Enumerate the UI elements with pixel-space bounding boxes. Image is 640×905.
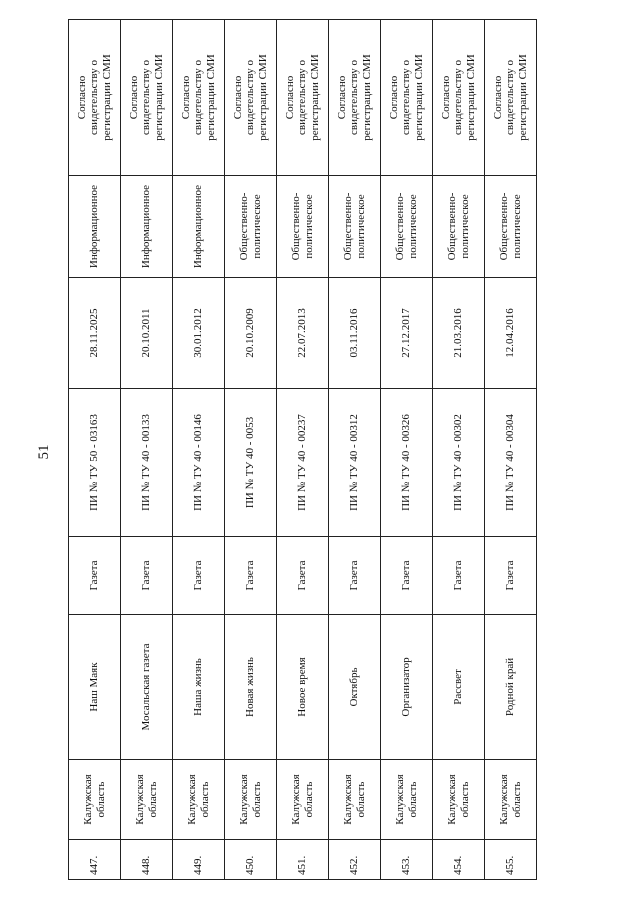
media-name-cell: Наш Маяк <box>69 615 121 760</box>
table-row <box>485 20 537 880</box>
registration-number-cell: ПИ № ТУ 40 - 00302 <box>433 389 485 537</box>
table-row <box>121 20 173 880</box>
registration-number-cell: ПИ № ТУ 40 - 00146 <box>173 389 225 537</box>
media-type-cell: Газета <box>485 537 537 615</box>
registration-date-cell: 03.11.2016 <box>329 278 381 389</box>
region-cell: Калужская область <box>433 760 485 840</box>
registration-date-cell: 21.03.2016 <box>433 278 485 389</box>
region-cell: Калужская область <box>173 760 225 840</box>
registration-number-cell: ПИ № ТУ 40 - 00304 <box>485 389 537 537</box>
registration-number-cell: ПИ № ТУ 40 - 00133 <box>121 389 173 537</box>
note-cell: Согласно свидетельству о регистрации СМИ <box>121 20 173 176</box>
row-number: 455. <box>485 840 537 880</box>
registration-date-cell: 12.04.2016 <box>485 278 537 389</box>
registration-number-cell: ПИ № ТУ 40 - 00312 <box>329 389 381 537</box>
table-row <box>277 20 329 880</box>
media-type-cell: Газета <box>225 537 277 615</box>
table-row <box>225 20 277 880</box>
media-type-cell: Газета <box>381 537 433 615</box>
registration-number-cell: ПИ № ТУ 40 - 00237 <box>277 389 329 537</box>
table-row <box>69 20 121 880</box>
media-name-cell: Родной край <box>485 615 537 760</box>
media-name-cell: Наша жизнь <box>173 615 225 760</box>
row-number: 449. <box>173 840 225 880</box>
topic-cell: Общественно- политическое <box>485 176 537 278</box>
region-cell: Калужская область <box>329 760 381 840</box>
page-number: 51 <box>35 444 52 460</box>
registration-date-cell: 20.10.2011 <box>121 278 173 389</box>
region-cell: Калужская область <box>485 760 537 840</box>
media-type-cell: Газета <box>69 537 121 615</box>
region-cell: Калужская область <box>225 760 277 840</box>
media-type-cell: Газета <box>329 537 381 615</box>
registration-date-cell: 22.07.2013 <box>277 278 329 389</box>
media-name-cell: Рассвет <box>433 615 485 760</box>
note-cell: Согласно свидетельству о регистрации СМИ <box>225 20 277 176</box>
row-number: 450. <box>225 840 277 880</box>
row-number: 453. <box>381 840 433 880</box>
row-number: 451. <box>277 840 329 880</box>
registry-table-container <box>68 20 536 880</box>
media-name-cell: Новая жизнь <box>225 615 277 760</box>
topic-cell: Общественно- политическое <box>433 176 485 278</box>
media-type-cell: Газета <box>277 537 329 615</box>
topic-cell: Общественно- политическое <box>277 176 329 278</box>
registration-date-cell: 28.11.2025 <box>69 278 121 389</box>
topic-cell: Общественно- политическое <box>225 176 277 278</box>
registration-number-cell: ПИ № ТУ 40 - 00326 <box>381 389 433 537</box>
note-cell: Согласно свидетельству о регистрации СМИ <box>485 20 537 176</box>
topic-cell: Общественно- политическое <box>329 176 381 278</box>
media-name-cell: Организатор <box>381 615 433 760</box>
registration-number-cell: ПИ № ТУ 40 - 0053 <box>225 389 277 537</box>
topic-cell: Общественно- политическое <box>381 176 433 278</box>
row-number: 454. <box>433 840 485 880</box>
table-row <box>433 20 485 880</box>
topic-cell: Информационное <box>121 176 173 278</box>
region-cell: Калужская область <box>381 760 433 840</box>
media-name-cell: Новое время <box>277 615 329 760</box>
row-number: 447. <box>69 840 121 880</box>
region-cell: Калужская область <box>121 760 173 840</box>
registration-date-cell: 20.10.2009 <box>225 278 277 389</box>
table-row <box>173 20 225 880</box>
note-cell: Согласно свидетельству о регистрации СМИ <box>381 20 433 176</box>
region-cell: Калужская область <box>277 760 329 840</box>
row-number: 448. <box>121 840 173 880</box>
region-cell: Калужская область <box>69 760 121 840</box>
topic-cell: Информационное <box>173 176 225 278</box>
note-cell: Согласно свидетельству о регистрации СМИ <box>433 20 485 176</box>
note-cell: Согласно свидетельству о регистрации СМИ <box>69 20 121 176</box>
registration-date-cell: 27.12.2017 <box>381 278 433 389</box>
row-number: 452. <box>329 840 381 880</box>
registration-date-cell: 30.01.2012 <box>173 278 225 389</box>
note-cell: Согласно свидетельству о регистрации СМИ <box>329 20 381 176</box>
media-type-cell: Газета <box>173 537 225 615</box>
registration-number-cell: ПИ № ТУ 50 - 03163 <box>69 389 121 537</box>
topic-cell: Информационное <box>69 176 121 278</box>
note-cell: Согласно свидетельству о регистрации СМИ <box>277 20 329 176</box>
media-name-cell: Октябрь <box>329 615 381 760</box>
media-type-cell: Газета <box>121 537 173 615</box>
media-type-cell: Газета <box>433 537 485 615</box>
note-cell: Согласно свидетельству о регистрации СМИ <box>173 20 225 176</box>
media-registry-table <box>68 19 537 880</box>
media-name-cell: Мосальская газета <box>121 615 173 760</box>
table-row <box>381 20 433 880</box>
table-row <box>329 20 381 880</box>
